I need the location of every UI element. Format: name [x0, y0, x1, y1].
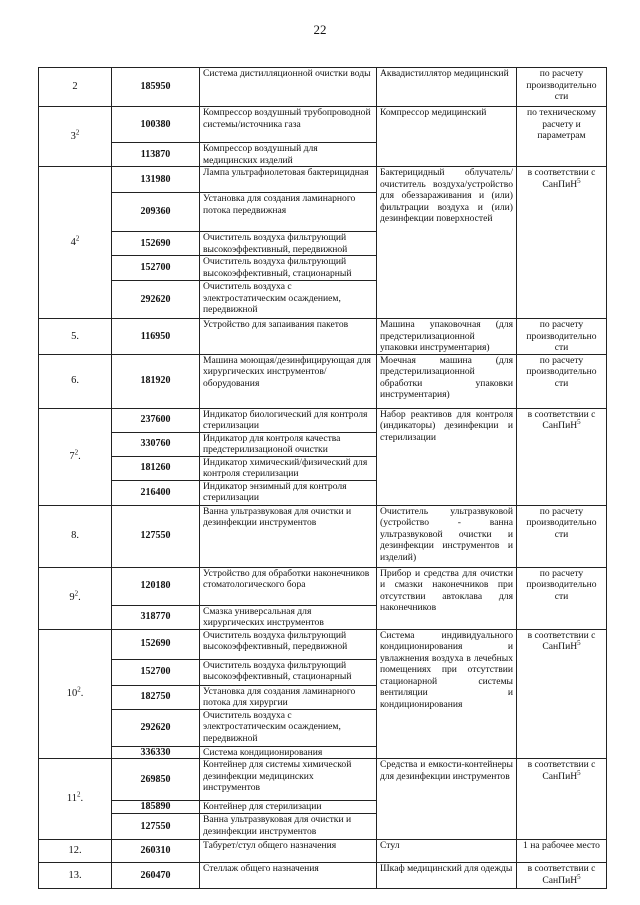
quantity-text: по расчету производительно сти: [526, 567, 597, 602]
table-row: [39, 505, 607, 567]
equipment-name: Шкаф медицинский для одежды: [377, 863, 517, 889]
row-number: [39, 167, 112, 319]
item-name: Очиститель воздуха фильтрующий высокоэффективный, передвижной: [200, 232, 377, 256]
item-name: Установка для создания ламинарного потока для хирургии: [200, 685, 377, 709]
item-name: Очиститель воздуха фильтрующий высокоэффективный, стационарный: [200, 659, 377, 685]
row-number-text: 2: [72, 81, 78, 93]
item-code: 127550: [112, 505, 200, 567]
row-number-text: 7: [69, 450, 75, 462]
item-name: Машина моющая/дезинфицирующая для хирургических инструментов/оборудования: [200, 354, 377, 408]
quantity: [517, 107, 607, 167]
table-row: [39, 629, 607, 659]
item-code: 292620: [112, 281, 200, 319]
quantity: [517, 567, 607, 629]
quantity-text: по расчету производительно сти: [526, 354, 597, 389]
quantity: [517, 167, 607, 319]
row-number: [39, 840, 112, 863]
quantity-text: в соответствии с СанПиН: [527, 629, 596, 652]
table-row: [39, 567, 607, 605]
equipment-name: Средства и емкости-контейнеры для дезинфекции инструментов: [377, 759, 517, 840]
item-name: Индикатор энзимный для контроля стерилизации: [200, 480, 377, 505]
item-code: 185950: [112, 68, 200, 107]
item-code: 292620: [112, 709, 200, 746]
quantity: [517, 505, 607, 567]
table-row: [39, 319, 607, 355]
item-code: 318770: [112, 605, 200, 629]
item-name: Смазка универсальная для хирургических инструментов: [200, 605, 377, 629]
item-name: Контейнер для системы химической дезинфекции медицинских инструментов: [200, 759, 377, 801]
item-code: 120180: [112, 567, 200, 605]
table-row: [39, 863, 607, 889]
quantity-text: по расчету производительно сти: [526, 319, 597, 353]
item-code: 152690: [112, 629, 200, 659]
quantity: [517, 354, 607, 408]
item-name: Устройство для запаивания пакетов: [200, 319, 377, 355]
row-number-footnote: 2: [75, 234, 80, 243]
item-name: Компрессор воздушный трубопроводной системы/источника газа: [200, 107, 377, 143]
quantity: [517, 863, 607, 889]
item-name: Лампа ультрафиолетовая бактерицидная: [200, 167, 377, 193]
quantity: [517, 759, 607, 840]
item-name: Очиститель воздуха с электростатическим осаждением, передвижной: [200, 709, 377, 746]
quantity: [517, 408, 607, 505]
row-number-footnote: 2: [74, 589, 79, 598]
row-number-text: 10: [66, 688, 78, 699]
item-code: 152690: [112, 232, 200, 256]
quantity-footnote: 5: [577, 176, 581, 185]
item-code: 100380: [112, 107, 200, 143]
item-name: Индикатор для контроля качества предстерилизационой очистки: [200, 432, 377, 456]
quantity-footnote: 5: [577, 417, 581, 426]
item-code: 336330: [112, 746, 200, 759]
quantity: [517, 68, 607, 107]
row-number-text: 5.: [71, 330, 79, 342]
item-code: 181260: [112, 456, 200, 480]
item-code: 209360: [112, 193, 200, 232]
row-number-text: 4: [70, 236, 76, 248]
item-name: Устройство для обработки наконечников стоматологического бора: [200, 567, 377, 605]
row-number-text: 11: [66, 793, 77, 805]
item-name: Система кондиционирования: [200, 746, 377, 759]
quantity-text: по расчету производительно сти: [526, 505, 597, 540]
item-code: 237600: [112, 408, 200, 432]
table-row: [39, 68, 607, 107]
row-number-footnote: 2: [77, 685, 81, 694]
table-row: [39, 354, 607, 408]
item-code: 127550: [112, 814, 200, 840]
row-number-suffix: .: [78, 592, 81, 604]
item-name: Ванна ультразвуковая для очистки и дезинфекции инструментов: [200, 505, 377, 567]
quantity-footnote: 5: [577, 872, 581, 881]
table-row: [39, 107, 607, 143]
item-code: 330760: [112, 432, 200, 456]
equipment-name: Бактерицидный облучатель/очиститель воздуха/устройство для обеззараживания и (или) фильтрации воздуха и (или) дезинфекции поверхностей: [377, 167, 517, 319]
row-number: [39, 629, 112, 759]
row-number-text: 13.: [68, 869, 82, 881]
quantity-text: в соответствии с СанПиН: [527, 408, 596, 431]
item-name: Индикатор биологический для контроля стерилизации: [200, 408, 377, 432]
row-number: [39, 567, 112, 629]
item-code: 131980: [112, 167, 200, 193]
row-number-text: 12.: [68, 845, 82, 857]
row-number-suffix: .: [80, 688, 84, 699]
quantity: [517, 319, 607, 355]
item-name: Очиститель воздуха фильтрующий высокоэффективный, стационарный: [200, 256, 377, 281]
quantity-text: по расчету производительно сти: [526, 68, 597, 102]
quantity-text: по техническому расчету и параметрам: [527, 107, 596, 141]
item-code: 182750: [112, 685, 200, 709]
equipment-table: [38, 67, 607, 889]
row-number-text: 6.: [71, 375, 79, 387]
item-name: Очиститель воздуха с электростатическим осаждением, передвижной: [200, 281, 377, 319]
quantity-text: 1 на рабочее место: [523, 840, 600, 851]
row-number: [39, 505, 112, 567]
quantity: [517, 629, 607, 759]
item-name: Установка для создания ламинарного потока передвижная: [200, 193, 377, 232]
table-row: [39, 840, 607, 863]
row-number: [39, 863, 112, 889]
quantity-text: в соответствии с СанПиН: [527, 863, 596, 886]
table-row: [39, 759, 607, 801]
row-number: [39, 68, 112, 107]
equipment-name: Аквадистиллятор медицинский: [377, 68, 517, 107]
page-number: 22: [313, 22, 327, 37]
table-row: [39, 408, 607, 432]
row-number-text: 9: [69, 592, 75, 604]
row-number: [39, 759, 112, 840]
item-code: 260470: [112, 863, 200, 889]
row-number-footnote: 2: [74, 448, 79, 457]
item-code: 216400: [112, 480, 200, 505]
item-name: Контейнер для стерилизации: [200, 801, 377, 814]
item-code: 260310: [112, 840, 200, 863]
item-code: 152700: [112, 256, 200, 281]
item-name: Индикатор химический/физический для контроля стерилизации: [200, 456, 377, 480]
row-number: [39, 319, 112, 355]
item-name: Табурет/стул общего назначения: [200, 840, 377, 863]
row-number: [39, 107, 112, 167]
row-number-text: 3: [70, 130, 76, 142]
quantity-footnote: 5: [577, 768, 581, 777]
quantity-footnote: 5: [577, 638, 581, 647]
item-code: 269850: [112, 759, 200, 801]
equipment-name: Очиститель ультразвуковой (устройство - ванна ультразвуковой очистки и дезинфекции инструментов и изделий): [377, 505, 517, 567]
item-name: Стеллаж общего назначения: [200, 863, 377, 889]
item-name: Очиститель воздуха фильтрующий высокоэффективный, передвижной: [200, 629, 377, 659]
equipment-name: Машина упаковочная (для предстерилизационной упаковки инструментария): [377, 319, 517, 355]
item-code: 152700: [112, 659, 200, 685]
item-code: 181920: [112, 354, 200, 408]
equipment-name: Компрессор медицинский: [377, 107, 517, 167]
item-code: 113870: [112, 143, 200, 167]
row-number-text: 8.: [71, 530, 79, 542]
quantity-text: в соответствии с СанПиН: [527, 759, 596, 782]
item-code: 185890: [112, 801, 200, 814]
row-number: [39, 408, 112, 505]
equipment-name: Стул: [377, 840, 517, 863]
equipment-name: Набор реактивов для контроля (индикаторы) дезинфекции и стерилизации: [377, 408, 517, 505]
row-number-footnote: 2: [77, 790, 81, 799]
item-name: Компрессор воздушный для медицинских изделий: [200, 143, 377, 167]
row-number-suffix: .: [80, 793, 84, 805]
quantity: [517, 840, 607, 863]
equipment-name: Прибор и средства для очистки и смазки наконечников при отсутствии автоклава для наконечников: [377, 567, 517, 629]
quantity-text: в соответствии с СанПиН: [527, 167, 596, 190]
item-name: Система дистилляционной очистки воды: [200, 68, 377, 107]
row-number-footnote: 2: [75, 128, 80, 137]
table-row: [39, 167, 607, 193]
item-code: 116950: [112, 319, 200, 355]
row-number: [39, 354, 112, 408]
row-number-suffix: .: [78, 450, 81, 462]
equipment-name: Моечная машина (для предстерилизационной обработки упаковки инструментария): [377, 354, 517, 408]
equipment-name: Система индивидуального кондиционирования и увлажнения воздуха в лечебных помещениях при отсутствии стационарной системы вентиляции и кондиционирования: [377, 629, 517, 759]
item-name: Ванна ультразвуковая для очистки и дезинфекции инструментов: [200, 814, 377, 840]
